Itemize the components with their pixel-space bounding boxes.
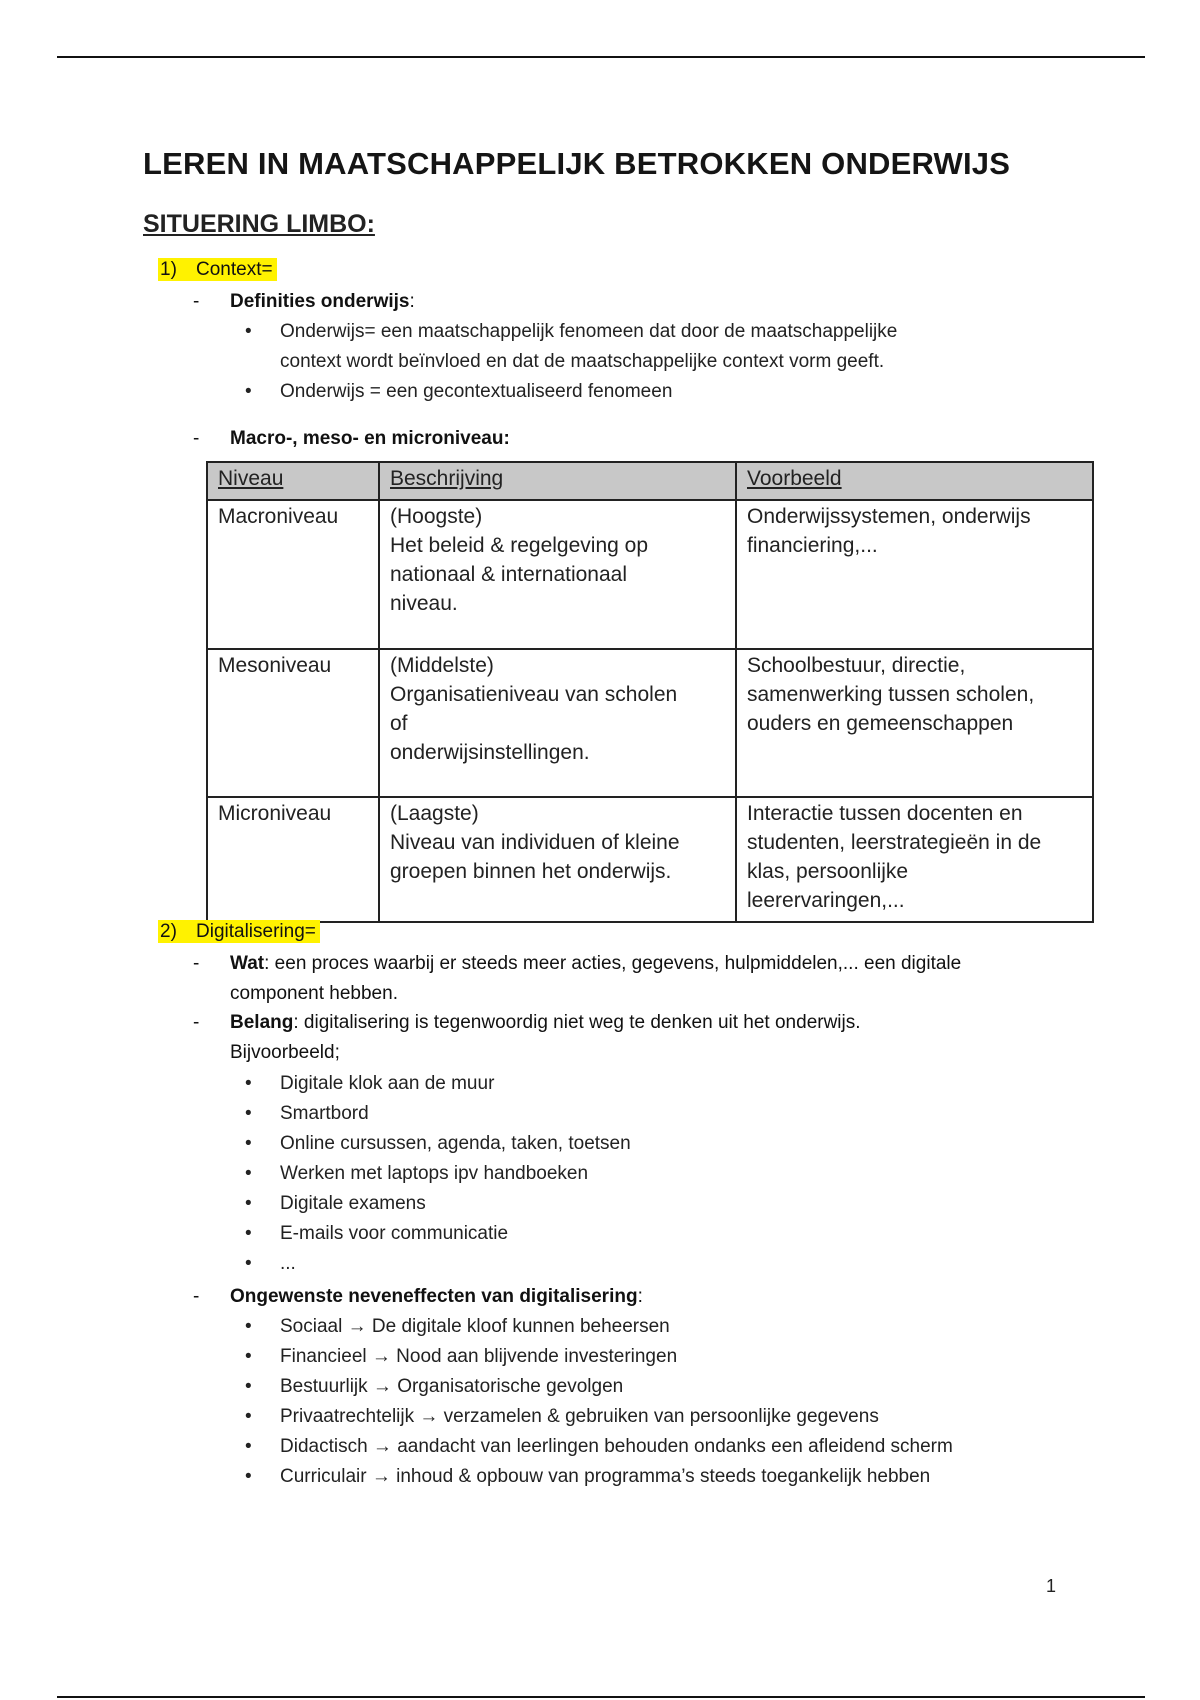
cell-voorbeeld: Onderwijssystemen, onderwijs financiering,... [736, 500, 1093, 649]
digitalisering-heading: 2) Digitalisering= [158, 921, 320, 943]
list-item: • Werken met laptops ipv handboeken [245, 1163, 589, 1184]
list-item: • Smartbord [245, 1103, 369, 1124]
side-effects-list [245, 1312, 1085, 1492]
cell-beschrijving: (Laagste) Niveau van individuen of kleine groepen binnen het onderwijs. [379, 797, 736, 922]
list-item: • Didactisch → aandacht van leerlingen behouden ondanks een afleidend scherm [245, 1436, 953, 1457]
list-item: • Curriculair → inhoud & opbouw van programma’s steeds toegankelijk hebben [245, 1466, 931, 1487]
cell-beschrijving: (Middelste) Organisatieniveau van scholen of onderwijsinstellingen. [379, 649, 736, 797]
list-item: • E-mails voor communicatie [245, 1223, 509, 1244]
page-number: 1 [1046, 1576, 1057, 1596]
page-title: LEREN IN MAATSCHAPPELIJK BETROKKEN ONDERWIJS [143, 146, 1011, 181]
list-item: • Onderwijs= een maatschappelijk fenomeen dat door de maatschappelijke context wordt beïnvloed en dat de maatschappelijke context vorm geeft. [245, 321, 898, 372]
table-header-row [207, 462, 1093, 500]
list-item: • Financieel → Nood aan blijvende investeringen [245, 1346, 678, 1367]
belang-paragraph: - Belang: digitalisering is tegenwoordig niet weg te denken uit het onderwijs. Bijvoorbeeld; [193, 1012, 861, 1063]
cell-voorbeeld: Schoolbestuur, directie, samenwerking tussen scholen, ouders en gemeenschappen [736, 649, 1093, 797]
wat-paragraph: - Wat: een proces waarbij er steeds meer acties, gegevens, hulpmiddelen,... een digitale component hebben. [193, 953, 962, 1004]
examples-list [245, 1069, 1085, 1279]
list-item: • ... [245, 1253, 296, 1274]
list-item: • Digitale klok aan de muur [245, 1073, 495, 1094]
table-row [207, 797, 1093, 922]
cell-voorbeeld: Interactie tussen docenten en studenten, leerstrategieën in de klas, persoonlijke leerervaringen,... [736, 797, 1093, 922]
bottom-rule [57, 1696, 1145, 1698]
cell-niveau: Mesoniveau [207, 649, 379, 797]
definitions-label: - Definities onderwijs: [193, 291, 415, 312]
section-title: SITUERING LIMBO: [143, 210, 375, 238]
cell-niveau: Macroniveau [207, 500, 379, 649]
header-beschrijving: Beschrijving [379, 462, 736, 500]
table-row [207, 500, 1093, 649]
cell-beschrijving: (Hoogste) Het beleid & regelgeving op nationaal & internationaal niveau. [379, 500, 736, 649]
header-niveau: Niveau [207, 462, 379, 500]
levels-table [206, 461, 1094, 923]
side-effects-label: - Ongewenste neveneffecten van digitalisering: [193, 1286, 643, 1307]
list-item: • Sociaal → De digitale kloof kunnen beheersen [245, 1316, 670, 1337]
header-voorbeeld: Voorbeeld [736, 462, 1093, 500]
list-item: • Onderwijs = een gecontextualiseerd fenomeen [245, 381, 673, 402]
list-item: • Digitale examens [245, 1193, 426, 1214]
definitions-list [245, 317, 1085, 407]
top-rule [57, 56, 1145, 58]
levels-label: - Macro-, meso- en microniveau: [193, 428, 510, 449]
list-item: • Privaatrechtelijk → verzamelen & gebruiken van persoonlijke gegevens [245, 1406, 879, 1427]
table-row [207, 649, 1093, 797]
list-item: • Online cursussen, agenda, taken, toetsen [245, 1133, 631, 1154]
list-item: • Bestuurlijk → Organisatorische gevolgen [245, 1376, 624, 1397]
context-heading: 1) Context= [158, 259, 277, 281]
cell-niveau: Microniveau [207, 797, 379, 922]
